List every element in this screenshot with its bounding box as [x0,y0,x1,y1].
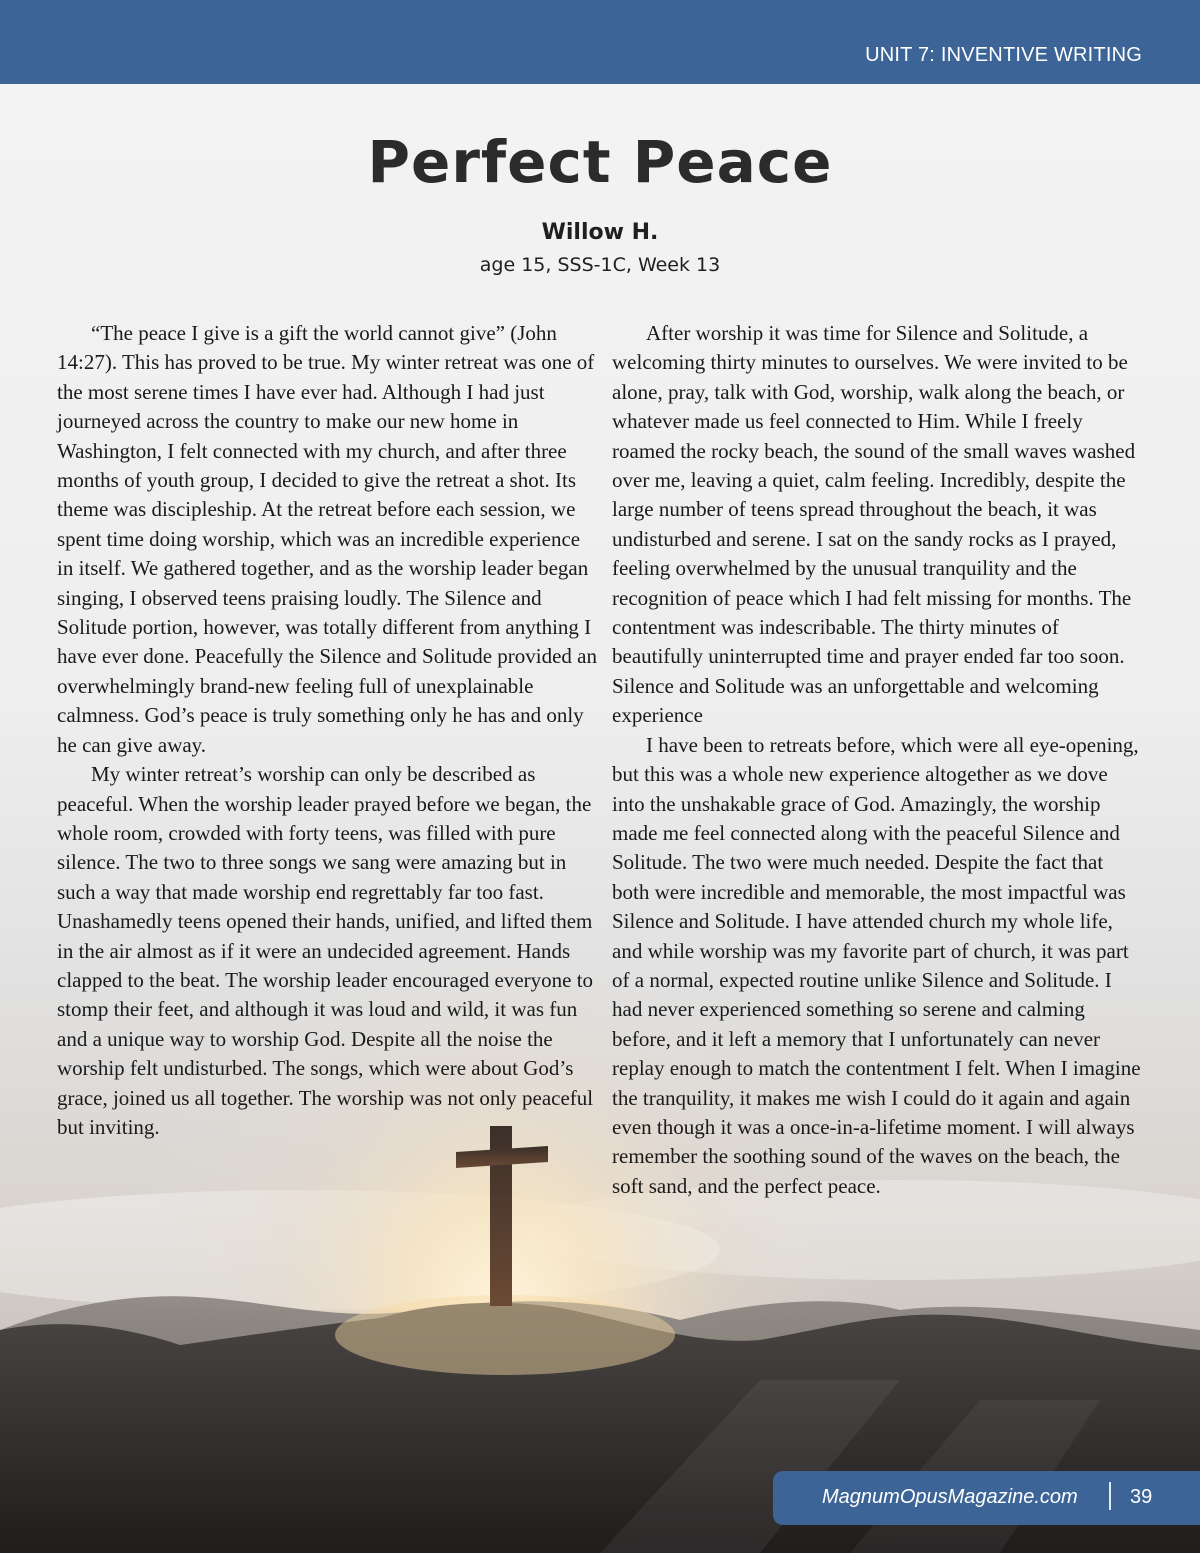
author-byline: age 15, SSS-1C, Week 13 [479,254,721,276]
footer-website: MagnumOpusMagazine.com [822,1486,1078,1508]
author-name: Willow H. [541,220,659,245]
paragraph: My winter retreat’s worship can only be described as peaceful. When the worship leader prayed before we began, the whole room, crowded with forty teens, was filled with pure silence. The two to three songs we sang were amazing but in such a way that made worship end regrettably far too fast. Unashamedly teens opened their hands, unified, and lifted them in the air almost as if it were an undecided agreement. Hands clapped to the beat. The worship leader encouraged everyone to stomp their feet, and although it was loud and wild, it was fun and a unique way to worship God. Despite all the noise the worship felt undisturbed. The songs, which were about God’s grace, joined us all together. The worship was not only peaceful but inviting. [57,762,594,1139]
right-column [612,319,1144,1201]
paragraph: “The peace I give is a gift the world cannot give” (John 14:27). This has proved to be true. My winter retreat was one of the most serene times I have ever had. Although I had just journeyed across the country to make our new home in Washington, I felt connected with my church, and after three months of youth group, I decided to give the retreat a shot. Its theme was discipleship. At the retreat before each session, we spent time doing worship, which was an incredible experience in itself. We gathered together, and as the worship leader began singing, I observed teens praising loudly. The Silence and Solitude portion, however, was totally different from anything I have ever done. Peacefully the Silence and Solitude provided an overwhelmingly brand-new feeling full of unexplainable calmness. God’s peace is truly something only he has and only he can give away. [57,321,597,757]
footer-divider [1109,1482,1111,1510]
article-title: Perfect Peace [367,128,833,196]
unit-label: UNIT 7: INVENTIVE WRITING [865,44,1142,66]
left-column [57,319,597,1142]
page-number: 39 [1130,1486,1153,1508]
header-bar [0,0,1200,84]
paragraph: After worship it was time for Silence and Solitude, a welcoming thirty minutes to ourselves. We were invited to be alone, pray, talk with God, worship, walk along the beach, or whatever made us feel connected to Him. While I freely roamed the rocky beach, the sound of the small waves washed over me, leaving a quiet, calm feeling. Incredibly, despite the large number of teens spread throughout the beach, it was undisturbed and serene. I sat on the sandy rocks as I prayed, feeling overwhelmed by the unusual tranquility and the recognition of peace which I had felt missing for months. The contentment was indescribable. The thirty minutes of beautifully uninterrupted time and prayer ended far too soon. Silence and Solitude was an unforgettable and welcoming experience [612,321,1136,728]
paragraph: I have been to retreats before, which were all eye-opening, but this was a whole new experience altogether as we dove into the unshakable grace of God. Amazingly, the worship made me feel connected along with the peaceful Silence and Solitude. The two were much needed. Despite the fact that both were incredible and memorable, the most impactful was Silence and Solitude. I have attended church my whole life, and while worship was my favorite part of church, it was part of a normal, expected routine unlike Silence and Solitude. I had never experienced something so serene and calming before, and it left a memory that I unfortunately can never replay enough to match the contentment I felt. When I imagine the tranquility, it makes me wish I could do it again and again even though it was a once-in-a-lifetime moment. I will always remember the soothing sound of the waves on the beach, the soft sand, and the perfect peace. [612,732,1141,1198]
